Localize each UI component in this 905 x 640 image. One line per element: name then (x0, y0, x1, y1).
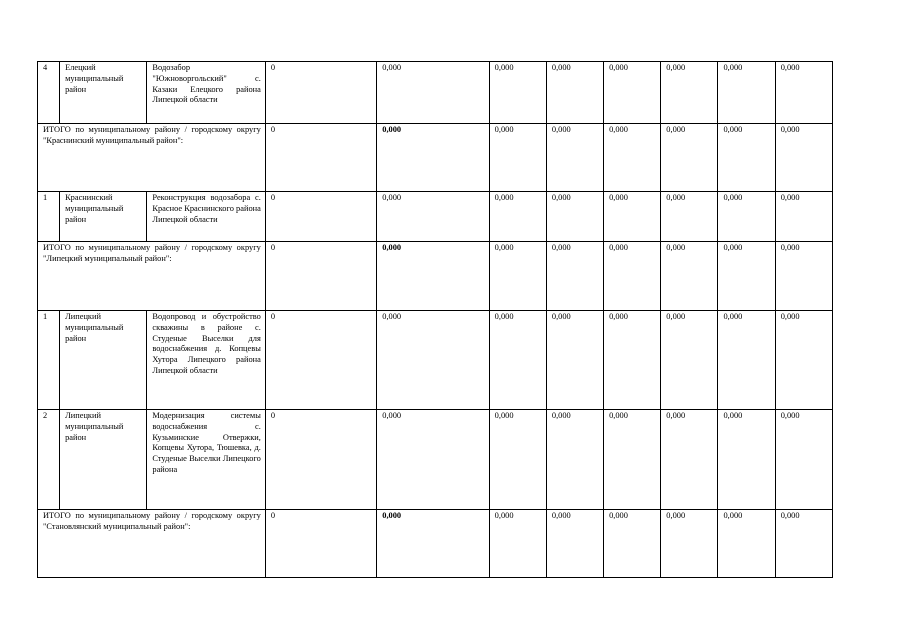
value-cell: 0,000 (775, 124, 832, 192)
data-table (37, 61, 833, 578)
value-cell: 0,000 (546, 124, 603, 192)
table-row (38, 311, 833, 410)
value-cell: 0,000 (489, 124, 546, 192)
district-cell: Липецкий муниципальный район (60, 311, 147, 410)
value-cell: 0,000 (604, 62, 661, 124)
value-cell: 0,000 (546, 410, 603, 510)
value-cell: 0,000 (377, 62, 489, 124)
total-value-cell: 0,000 (377, 510, 489, 578)
value-cell: 0,000 (489, 242, 546, 311)
value-cell: 0,000 (718, 62, 775, 124)
value-cell: 0,000 (604, 311, 661, 410)
value-cell: 0 (265, 192, 376, 242)
district-cell: Липецкий муниципальный район (60, 410, 147, 510)
row-number-cell: 4 (38, 62, 60, 124)
value-cell: 0,000 (604, 192, 661, 242)
value-cell: 0,000 (489, 62, 546, 124)
value-cell: 0,000 (718, 510, 775, 578)
value-cell: 0,000 (604, 124, 661, 192)
value-cell: 0,000 (546, 510, 603, 578)
total-label-cell: ИТОГО по муниципальному району / городскому округу "Краснинский муниципальный район": (38, 124, 266, 192)
object-cell: Водозабор "Южноворгольский" с. Казаки Елецкого района Липецкой области (147, 62, 265, 124)
row-number-cell: 1 (38, 311, 60, 410)
value-cell: 0 (265, 311, 376, 410)
value-cell: 0,000 (661, 124, 718, 192)
value-cell: 0,000 (661, 192, 718, 242)
value-cell: 0,000 (661, 510, 718, 578)
value-cell: 0,000 (661, 62, 718, 124)
value-cell: 0,000 (377, 410, 489, 510)
total-value-cell: 0,000 (377, 124, 489, 192)
total-row (38, 124, 833, 192)
value-cell: 0 (265, 242, 376, 311)
district-cell: Краснинский муниципальный район (60, 192, 147, 242)
value-cell: 0,000 (546, 311, 603, 410)
value-cell: 0,000 (661, 311, 718, 410)
value-cell: 0,000 (718, 192, 775, 242)
value-cell: 0,000 (775, 192, 832, 242)
value-cell: 0,000 (546, 192, 603, 242)
value-cell: 0,000 (489, 510, 546, 578)
value-cell: 0,000 (775, 410, 832, 510)
total-label-cell: ИТОГО по муниципальному району / городскому округу "Липецкий муниципальный район": (38, 242, 266, 311)
total-row (38, 510, 833, 578)
value-cell: 0,000 (661, 242, 718, 311)
value-cell: 0,000 (775, 242, 832, 311)
table-row (38, 192, 833, 242)
value-cell: 0,000 (775, 311, 832, 410)
value-cell: 0 (265, 510, 376, 578)
value-cell: 0,000 (775, 510, 832, 578)
total-label-cell: ИТОГО по муниципальному району / городскому округу "Становлянский муниципальный район": (38, 510, 266, 578)
table-row (38, 62, 833, 124)
value-cell: 0,000 (489, 410, 546, 510)
value-cell: 0,000 (604, 242, 661, 311)
value-cell: 0,000 (604, 410, 661, 510)
value-cell: 0,000 (718, 311, 775, 410)
value-cell: 0,000 (489, 192, 546, 242)
value-cell: 0,000 (775, 62, 832, 124)
value-cell: 0,000 (718, 124, 775, 192)
total-value-cell: 0,000 (377, 242, 489, 311)
value-cell: 0,000 (377, 192, 489, 242)
value-cell: 0,000 (489, 311, 546, 410)
object-cell: Модернизация системы водоснабжения с. Кузьминские Отвержки, Копцевы Хутора, Тюшевка, д. Студеные Выселки Липецкого района (147, 410, 265, 510)
value-cell: 0,000 (546, 242, 603, 311)
value-cell: 0,000 (718, 242, 775, 311)
object-cell: Водопровод и обустройство скважины в районе с. Студеные Выселки для водоснабжения д. Копцевы Хутора Липецкого района Липецкой области (147, 311, 265, 410)
object-cell: Реконструкция водозабора с. Красное Краснинского района Липецкой области (147, 192, 265, 242)
value-cell: 0 (265, 124, 376, 192)
value-cell: 0 (265, 62, 376, 124)
value-cell: 0 (265, 410, 376, 510)
district-cell: Елецкий муниципальный район (60, 62, 147, 124)
row-number-cell: 2 (38, 410, 60, 510)
value-cell: 0,000 (377, 311, 489, 410)
value-cell: 0,000 (604, 510, 661, 578)
value-cell: 0,000 (661, 410, 718, 510)
value-cell: 0,000 (546, 62, 603, 124)
total-row (38, 242, 833, 311)
row-number-cell: 1 (38, 192, 60, 242)
table-row (38, 410, 833, 510)
value-cell: 0,000 (718, 410, 775, 510)
